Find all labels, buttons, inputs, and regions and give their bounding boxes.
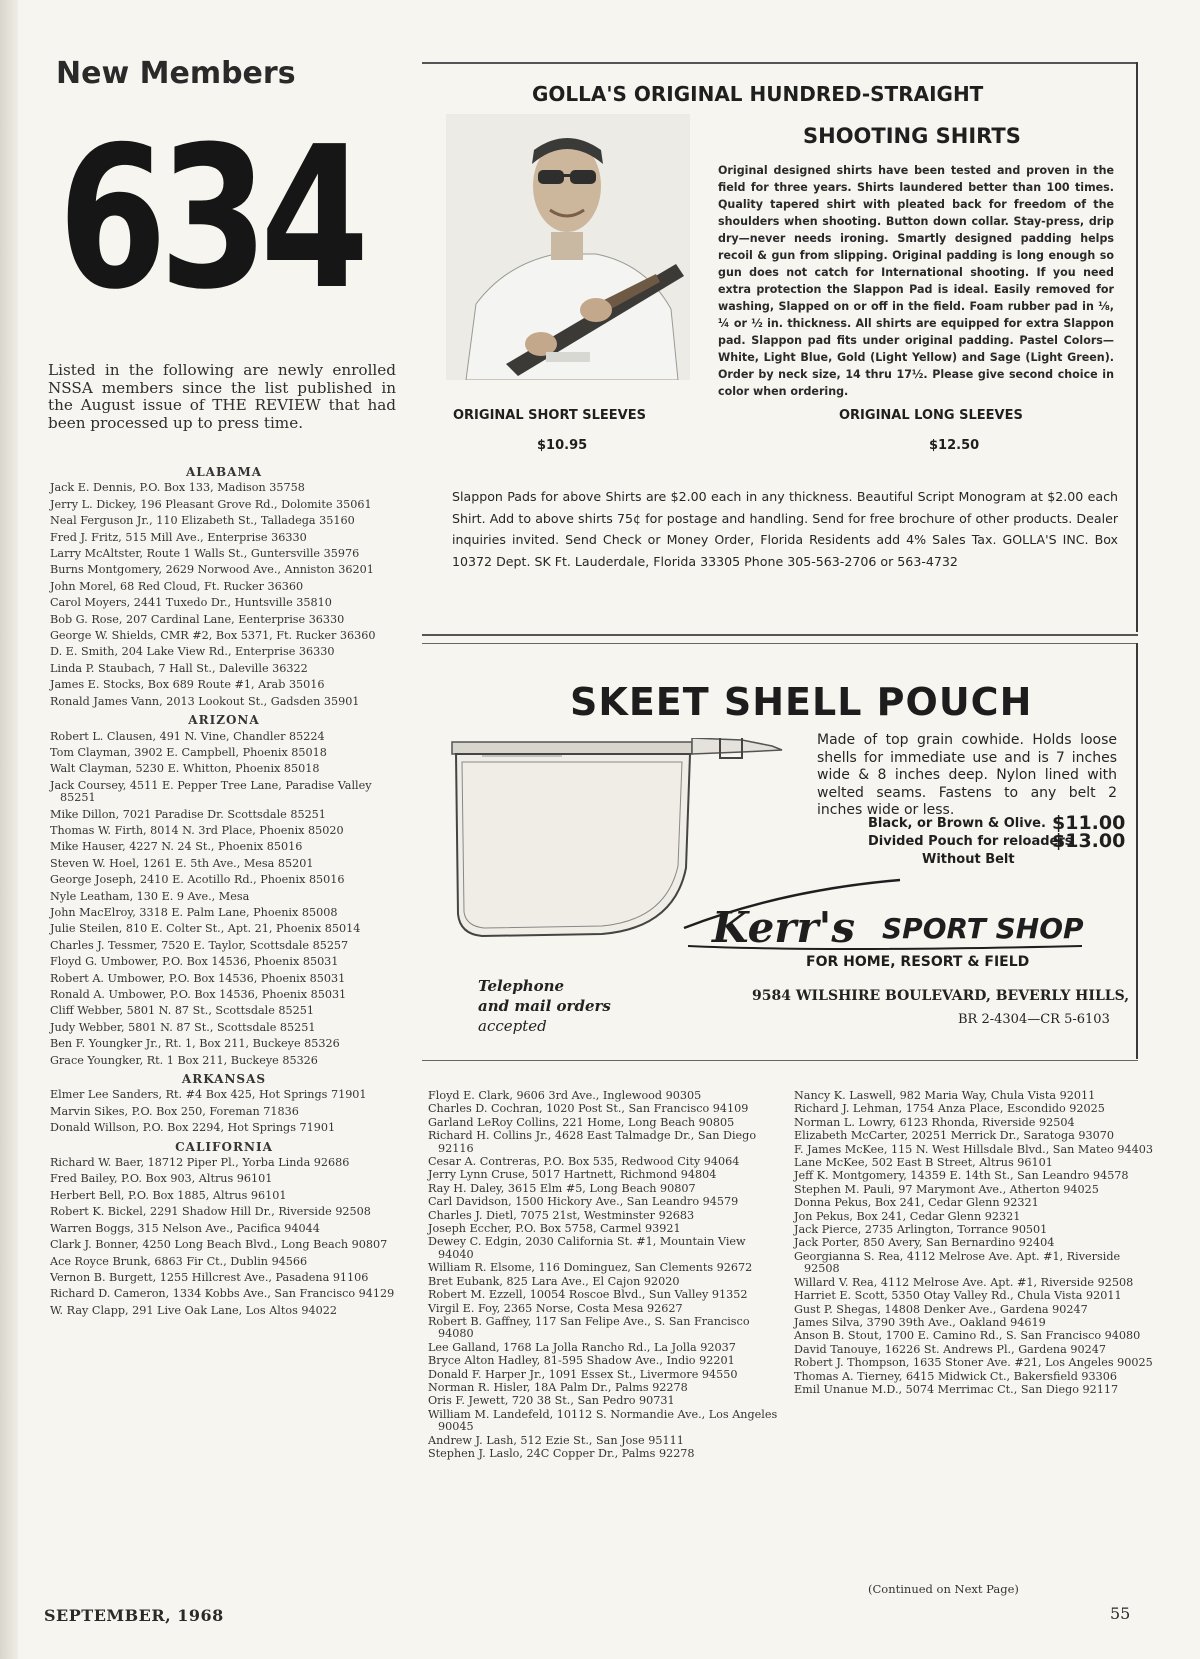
continued-note: (Continued on Next Page) xyxy=(868,1582,1019,1596)
member-entry: Norman R. Hisler, 18A Palm Dr., Palms 92278 xyxy=(428,1380,688,1394)
member-entry: Mike Hauser, 4227 N. 24 St., Phoenix 85016 xyxy=(50,840,303,854)
ad2-right-border xyxy=(1136,643,1138,1059)
member-entry: Fred Bailey, P.O. Box 903, Altrus 96101 xyxy=(50,1172,273,1186)
ad1-title-line1: GOLLA'S ORIGINAL HUNDRED-STRAIGHT xyxy=(532,82,984,106)
ad1-ordering-info: Slappon Pads for above Shirts are $2.00 each in any thickness. Beautiful Script Monogram at $2.00 each Shirt. Add to above shirts 75¢ for postage and handling. Send for free brochure of other products. Dealer inquiries invited. Send Check or Money Order, Florida Residents add 4% Sales Tax. GOLLA'S INC. Box 10372 Dept. SK Ft. Lauderdale, Florida 33305 Phone 305-563-2706 or 563-4732 xyxy=(452,489,1118,569)
member-entry: Jerry L. Dickey, 196 Pleasant Grove Rd., Dolomite 35061 xyxy=(50,497,372,511)
member-entry: D. E. Smith, 204 Lake View Rd., Enterprise 36330 xyxy=(50,645,335,659)
member-entry: Neal Ferguson Jr., 110 Elizabeth St., Talladega 35160 xyxy=(50,514,355,528)
member-entry: Robert K. Bickel, 2291 Shadow Hill Dr., Riverside 92508 xyxy=(50,1205,371,1219)
member-entry: Bret Eubank, 825 Lara Ave., El Cajon 92020 xyxy=(428,1274,680,1288)
member-entry: Richard D. Cameron, 1334 Kobbs Ave., San Francisco 94129 xyxy=(50,1287,395,1301)
member-entry: James Silva, 3790 39th Ave., Oakland 94619 xyxy=(794,1315,1046,1329)
member-entry: Norman L. Lowry, 6123 Rhonda, Riverside 92504 xyxy=(794,1115,1075,1129)
member-entry: Lane McKee, 502 East B Street, Altrus 96101 xyxy=(794,1156,1053,1170)
ad1-title-line2: SHOOTING SHIRTS xyxy=(803,124,1021,148)
state-heading: ALABAMA xyxy=(185,465,263,479)
option-black-price: $11.00 xyxy=(1052,812,1126,834)
member-list-column-3 xyxy=(794,1090,1154,1397)
member-entry: Richard H. Collins Jr., 4628 East Talmadge Dr., San Diego 92116 xyxy=(428,1129,757,1155)
member-entry: Steven W. Hoel, 1261 E. 5th Ave., Mesa 85201 xyxy=(50,856,314,870)
member-entry: Marvin Sikes, P.O. Box 250, Foreman 71836 xyxy=(50,1104,299,1118)
member-entry: Robert B. Gaffney, 117 San Felipe Ave., S. San Francisco 94080 xyxy=(428,1314,750,1341)
member-entry: Carol Moyers, 2441 Tuxedo Dr., Huntsville 35810 xyxy=(50,596,332,610)
member-entry: Jeff K. Montgomery, 14359 E. 14th St., San Leandro 94578 xyxy=(794,1169,1129,1183)
intro-paragraph: Listed in the following are newly enrolled NSSA members since the list published in the August issue of THE REVIEW that had been processed up to press time. xyxy=(48,361,396,432)
member-entry: Bob G. Rose, 207 Cardinal Lane, Eenterprise 36330 xyxy=(50,612,345,626)
member-entry: Virgil E. Foy, 2365 Norse, Costa Mesa 92627 xyxy=(428,1301,683,1315)
member-entry: John Morel, 68 Red Cloud, Ft. Rucker 36360 xyxy=(50,579,304,593)
member-entry: Jon Pekus, Box 241, Cedar Glenn 92321 xyxy=(794,1209,1021,1223)
member-entry: Cliff Webber, 5801 N. 87 St., Scottsdale 85251 xyxy=(50,1004,315,1018)
shop-phone: BR 2-4304—CR 5-6103 xyxy=(958,1012,1110,1027)
member-entry: Charles J. Tessmer, 7520 E. Taylor, Scottsdale 85257 xyxy=(50,938,349,952)
member-entry: Ronald James Vann, 2013 Lookout St., Gadsden 35901 xyxy=(50,694,360,708)
member-entry: F. James McKee, 115 N. West Hillsdale Blvd., San Mateo 94403 xyxy=(794,1142,1154,1156)
member-entry: William M. Landefeld, 10112 S. Normandie Ave., Los Angeles 90045 xyxy=(428,1407,778,1434)
state-heading: ARKANSAS xyxy=(181,1072,267,1087)
member-entry: Robert J. Thompson, 1635 Stoner Ave. #21, Los Angeles 90025 xyxy=(794,1356,1153,1370)
member-entry: George W. Shields, CMR #2, Box 5371, Ft. Rucker 36360 xyxy=(50,629,376,643)
member-entry: Gust P. Shegas, 14808 Denker Ave., Gardena 90247 xyxy=(794,1302,1088,1316)
member-entry: Robert M. Ezzell, 10054 Roscoe Blvd., Sun Valley 91352 xyxy=(428,1288,748,1302)
member-entry: Clark J. Bonner, 4250 Long Beach Blvd., Long Beach 90807 xyxy=(50,1238,388,1252)
member-entry: Nancy K. Laswell, 982 Maria Way, Chula Vista 92011 xyxy=(794,1089,1096,1102)
member-entry: Cesar A. Contreras, P.O. Box 535, Redwood City 94064 xyxy=(428,1155,740,1169)
member-entry: Oris F. Jewett, 720 38 St., San Pedro 90731 xyxy=(428,1394,675,1408)
member-entry: Mike Dillon, 7021 Paradise Dr. Scottsdale 85251 xyxy=(50,807,326,821)
member-entry: Jack Porter, 850 Avery, San Bernardino 92404 xyxy=(794,1236,1055,1250)
logo-tagline: FOR HOME, RESORT & FIELD xyxy=(806,954,1030,968)
member-entry: Grace Youngker, Rt. 1 Box 211, Buckeye 85326 xyxy=(50,1053,318,1067)
logo-script: Kerr's xyxy=(712,903,856,952)
member-entry: Robert A. Umbower, P.O. Box 14536, Phoenix 85031 xyxy=(50,971,346,985)
member-entry: Carl Davidson, 1500 Hickory Ave., San Leandro 94579 xyxy=(428,1195,739,1209)
member-entry: Floyd E. Clark, 9606 3rd Ave., Inglewood 90305 xyxy=(428,1089,702,1102)
state-heading: CALIFORNIA xyxy=(175,1139,273,1154)
ad1-right-border xyxy=(1136,62,1138,632)
member-entry: Garland LeRoy Collins, 221 Home, Long Beach 90805 xyxy=(428,1115,735,1129)
issue-date: SEPTEMBER, 1968 xyxy=(44,1606,224,1625)
member-entry: Tom Clayman, 3902 E. Campbell, Phoenix 85018 xyxy=(50,745,327,759)
member-entry: Donald Willson, P.O. Box 2294, Hot Springs 71901 xyxy=(50,1121,336,1135)
option-divided-label: Divided Pouch for reloaders xyxy=(868,834,1073,849)
option-black-label: Black, or Brown & Olive. xyxy=(868,816,1046,831)
member-entry: Larry McAltster, Route 1 Walls St., Guntersville 35976 xyxy=(50,547,360,561)
short-sleeves-price: $10.95 xyxy=(537,438,588,453)
shooter-photo xyxy=(446,114,690,380)
member-entry: Walt Clayman, 5230 E. Whitton, Phoenix 85018 xyxy=(50,762,320,776)
member-entry: Donna Pekus, Box 241, Cedar Glenn 92321 xyxy=(794,1196,1039,1210)
ad2-title: SKEET SHELL POUCH xyxy=(570,680,1033,724)
member-entry: William R. Elsome, 116 Dominguez, San Clements 92672 xyxy=(428,1261,753,1275)
ad2-description: Made of top grain cowhide. Holds loose shells for immediate use and is 7 inches wide & 8 inches deep. Nylon lined with welted seams. Fastens to any belt 2 inches wide or less. xyxy=(817,732,1117,818)
tel-line-1: Telephone xyxy=(478,977,565,995)
member-entry: Stephen J. Laslo, 24C Copper Dr., Palms 92278 xyxy=(428,1446,695,1460)
tel-line-2: and mail orders xyxy=(478,997,611,1015)
member-entry: Burns Montgomery, 2629 Norwood Ave., Anniston 36201 xyxy=(50,563,374,577)
member-entry: W. Ray Clapp, 291 Live Oak Lane, Los Altos 94022 xyxy=(50,1303,337,1317)
member-entry: Richard J. Lehman, 1754 Anza Place, Escondido 92025 xyxy=(794,1102,1105,1116)
member-entry: Elmer Lee Sanders, Rt. #4 Box 425, Hot Springs 71901 xyxy=(50,1088,367,1102)
without-belt-note: Without Belt xyxy=(922,852,1015,867)
member-entry: Vernon B. Burgett, 1255 Hillcrest Ave., Pasadena 91106 xyxy=(50,1270,369,1284)
option-divided-price: $13.00 xyxy=(1052,830,1126,852)
member-entry: Ben F. Youngker Jr., Rt. 1, Box 211, Buckeye 85326 xyxy=(50,1037,340,1051)
page-edge xyxy=(0,0,18,1659)
member-entry: George Joseph, 2410 E. Acotillo Rd., Phoenix 85016 xyxy=(50,873,345,887)
member-entry: Fred J. Fritz, 515 Mill Ave., Enterprise 36330 xyxy=(50,530,307,544)
ad1-description: Original designed shirts have been tested and proven in the field for three years. Shirts laundered better than 100 times. Quality tapered shirt with pleated back for freedom of the shoulders when shooting. Button down collar. Stay-press, drip dry—never needs ironing. Smartly designed padding helps recoil & gun from slipping. Original padding is long enough so gun does not catch for International shooting. If you need extra protection the Slappon Pad is ideal. Easily removed for washing, Slapped on or off in the field. Foam rubber pad in ⅛, ¼ or ½ in. thickness. All shirts are equipped for extra Slappon pad. Slappon pad fits under original padding. Pastel Colors—White, Light Blue, Gold (Light Yellow) and Sage (Light Green). Order by neck size, 14 thru 17½. Please give second choice in color when ordering. xyxy=(718,164,1114,398)
member-entry: Willard V. Rea, 4112 Melrose Ave. Apt. #1, Riverside 92508 xyxy=(794,1275,1134,1289)
member-entry: Anson B. Stout, 1700 E. Camino Rd., S. San Francisco 94080 xyxy=(794,1329,1141,1343)
member-entry: James E. Stocks, Box 689 Route #1, Arab 35016 xyxy=(50,678,325,692)
member-list-column-1 xyxy=(50,460,398,1321)
shooting-shirts-ad xyxy=(422,62,1138,636)
member-entry: Herbert Bell, P.O. Box 1885, Altrus 96101 xyxy=(50,1188,287,1202)
member-entry: Donald F. Harper Jr., 1091 Essex St., Livermore 94550 xyxy=(428,1367,738,1381)
member-entry: Jerry Lynn Cruse, 5017 Hartnett, Richmond 94804 xyxy=(428,1168,717,1182)
page-number: 55 xyxy=(1110,1604,1131,1623)
member-entry: Charles J. Dietl, 7075 21st, Westminster 92683 xyxy=(428,1208,695,1222)
member-entry: David Tanouye, 16226 St. Andrews Pl., Gardena 90247 xyxy=(794,1342,1106,1356)
member-entry: Richard W. Baer, 18712 Piper Pl., Yorba Linda 92686 xyxy=(50,1156,350,1170)
member-entry: Bryce Alton Hadley, 81-595 Shadow Ave., Indio 92201 xyxy=(428,1354,735,1368)
member-entry: Lee Galland, 1768 La Jolla Rancho Rd., La Jolla 92037 xyxy=(428,1340,736,1354)
member-list-column-2 xyxy=(428,1090,780,1461)
member-entry: Emil Unanue M.D., 5074 Merrimac Ct., San Diego 92117 xyxy=(794,1382,1119,1396)
member-entry: Jack Pierce, 2735 Arlington, Torrance 90501 xyxy=(794,1223,1048,1237)
telephone-orders-note xyxy=(478,976,611,1036)
state-heading: ARIZONA xyxy=(188,713,260,728)
member-entry: Jack E. Dennis, P.O. Box 133, Madison 35758 xyxy=(50,481,305,495)
member-entry: Georgianna S. Rea, 4112 Melrose Ave. Apt. #1, Riverside 92508 xyxy=(794,1249,1121,1276)
member-entry: Robert L. Clausen, 491 N. Vine, Chandler 85224 xyxy=(50,729,325,743)
page-title: New Members xyxy=(56,56,296,91)
member-entry: Elizabeth McCarter, 20251 Merrick Dr., Saratoga 93070 xyxy=(794,1129,1114,1143)
member-entry: Andrew J. Lash, 512 Ezie St., San Jose 95111 xyxy=(428,1433,684,1447)
member-entry: Ray H. Daley, 3615 Elm #5, Long Beach 90807 xyxy=(428,1181,696,1195)
shop-address: 9584 WILSHIRE BOULEVARD, BEVERLY HILLS, xyxy=(752,988,1130,1004)
long-sleeves-label: ORIGINAL LONG SLEEVES xyxy=(839,408,1023,423)
member-entry: Thomas W. Firth, 8014 N. 3rd Place, Phoenix 85020 xyxy=(50,823,344,837)
member-entry: Harriet E. Scott, 5350 Otay Valley Rd., Chula Vista 92011 xyxy=(794,1289,1122,1303)
member-entry: Joseph Eccher, P.O. Box 5758, Carmel 93921 xyxy=(428,1222,681,1236)
member-entry: Thomas A. Tierney, 6415 Midwick Ct., Bakersfield 93306 xyxy=(794,1369,1117,1383)
member-entry: Dewey C. Edgin, 2030 California St. #1, Mountain View 94040 xyxy=(428,1235,746,1261)
kerrs-sport-shop-logo xyxy=(682,876,1102,968)
skeet-pouch-ad xyxy=(422,643,1138,1061)
logo-main: SPORT SHOP xyxy=(882,912,1084,945)
member-count: 634 xyxy=(58,105,362,333)
member-entry: Charles D. Cochran, 1020 Post St., San Francisco 94109 xyxy=(428,1102,749,1116)
member-entry: Linda P. Staubach, 7 Hall St., Daleville 36322 xyxy=(50,661,308,675)
member-entry: Nyle Leatham, 130 E. 9 Ave., Mesa xyxy=(50,889,250,903)
member-entry: Ace Royce Brunk, 6863 Fir Ct., Dublin 94566 xyxy=(50,1254,308,1268)
member-entry: Judy Webber, 5801 N. 87 St., Scottsdale 85251 xyxy=(50,1020,316,1034)
member-entry: Julie Steilen, 810 E. Colter St., Apt. 21, Phoenix 85014 xyxy=(50,922,361,936)
member-entry: Ronald A. Umbower, P.O. Box 14536, Phoenix 85031 xyxy=(50,988,347,1001)
member-entry: Warren Boggs, 315 Nelson Ave., Pacifica 94044 xyxy=(50,1221,320,1235)
short-sleeves-label: ORIGINAL SHORT SLEEVES xyxy=(453,408,646,423)
member-entry: John MacElroy, 3318 E. Palm Lane, Phoenix 85008 xyxy=(50,905,338,919)
member-entry: Stephen M. Pauli, 97 Marymont Ave., Atherton 94025 xyxy=(794,1182,1099,1196)
member-entry: Floyd G. Umbower, P.O. Box 14536, Phoenix 85031 xyxy=(50,955,339,969)
tel-line-3: accepted xyxy=(478,1017,547,1035)
long-sleeves-price: $12.50 xyxy=(929,438,980,453)
member-entry: Jack Coursey, 4511 E. Pepper Tree Lane, Paradise Valley 85251 xyxy=(50,778,372,805)
